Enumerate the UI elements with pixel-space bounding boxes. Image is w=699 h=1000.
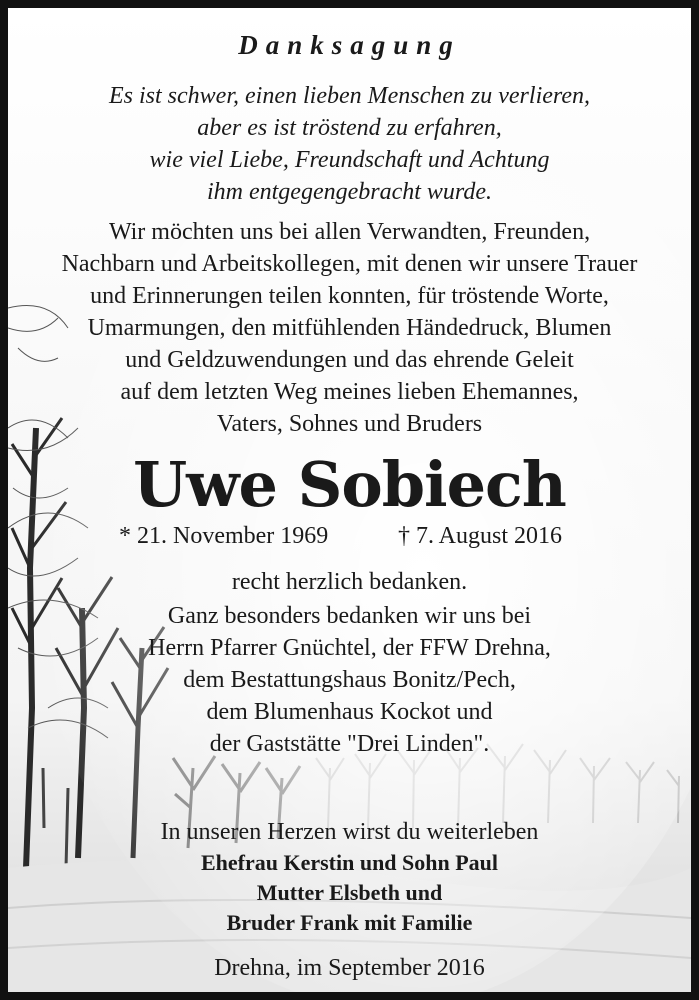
special-thanks-line: Herrn Pfarrer Gnüchtel, der FFW Drehna, bbox=[148, 635, 551, 661]
place-date: Drehna, im September 2016 bbox=[214, 955, 485, 981]
thanks-line: Wir möchten uns bei allen Verwandten, Freunden, bbox=[108, 219, 591, 245]
birth-date: * 21. November 1969 bbox=[119, 523, 329, 549]
special-thanks-line: der Gaststätte "Drei Linden". bbox=[209, 731, 490, 757]
special-thanks-line: Ganz besonders bedanken wir uns bei bbox=[167, 603, 532, 629]
quote-line: aber es ist tröstend zu erfahren, bbox=[197, 115, 502, 141]
thanks-line: und Erinnerungen teilen konnten, für tröstende Worte, bbox=[90, 283, 609, 309]
closing-thanks: recht herzlich bedanken. bbox=[231, 569, 468, 595]
quote-line: Es ist schwer, einen lieben Menschen zu verlieren, bbox=[109, 83, 590, 109]
quote-line: ihm entgegengebracht wurde. bbox=[206, 179, 493, 205]
special-thanks-line: dem Bestattungshaus Bonitz/Pech, bbox=[183, 667, 516, 693]
obituary-text bbox=[8, 8, 691, 992]
farewell-line: In unseren Herzen wirst du weiterleben bbox=[160, 819, 539, 845]
family-line: Bruder Frank mit Familie bbox=[226, 910, 473, 935]
special-thanks-line: dem Blumenhaus Kockot und bbox=[206, 699, 493, 725]
thanks-line: Vaters, Sohnes und Bruders bbox=[216, 411, 483, 437]
death-date: † 7. August 2016 bbox=[398, 523, 563, 549]
deceased-name: Uwe Sobiech bbox=[133, 448, 566, 521]
heading: Danksagung bbox=[238, 30, 461, 60]
family-line: Ehefrau Kerstin und Sohn Paul bbox=[200, 850, 499, 875]
quote-line: wie viel Liebe, Freundschaft und Achtung bbox=[149, 147, 550, 173]
thanks-line: Nachbarn und Arbeitskollegen, mit denen wir unsere Trauer bbox=[61, 251, 638, 277]
thanks-line: und Geldzuwendungen und das ehrende Geleit bbox=[125, 347, 574, 373]
family-line: Mutter Elsbeth und bbox=[256, 880, 443, 905]
thanks-line: auf dem letzten Weg meines lieben Ehemannes, bbox=[120, 379, 579, 405]
thanks-line: Umarmungen, den mitfühlenden Händedruck, Blumen bbox=[87, 315, 612, 341]
